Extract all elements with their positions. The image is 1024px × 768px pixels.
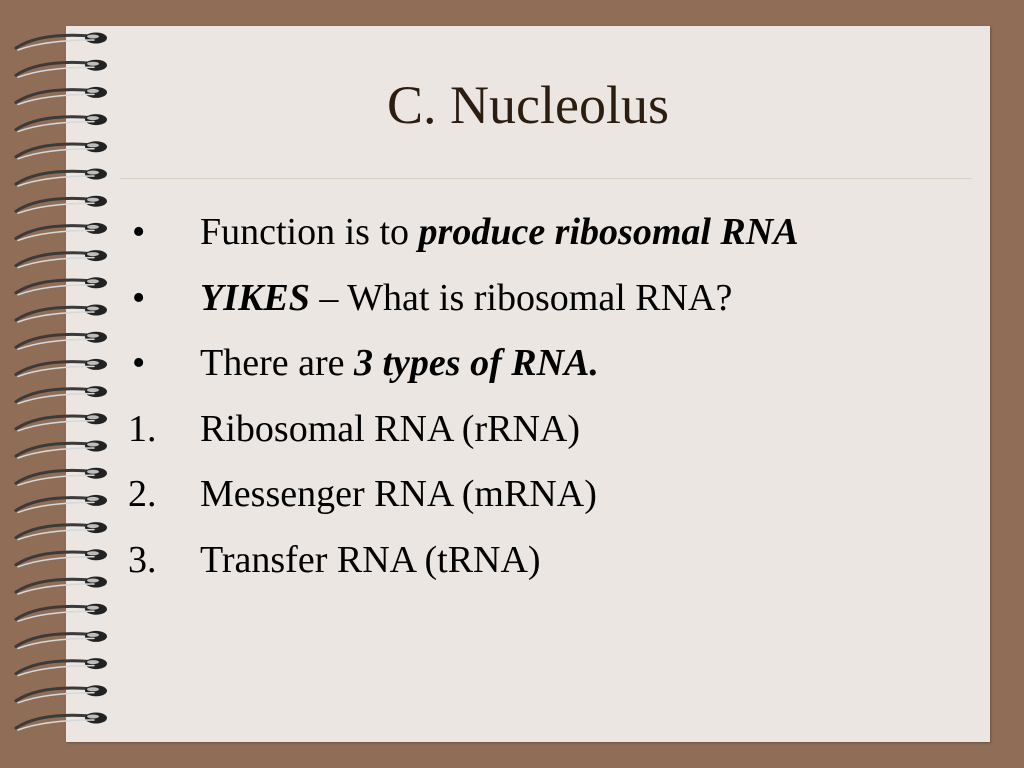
- list-item: [128, 337, 968, 403]
- list-item-text: [200, 206, 799, 258]
- binding-ring: [16, 277, 107, 295]
- binding-ring: [16, 359, 107, 377]
- binding-ring: [16, 522, 107, 540]
- binding-ring: [16, 495, 107, 513]
- text-run: – What is ribosomal RNA?: [309, 276, 733, 319]
- list-item-text: [200, 534, 541, 586]
- binding-ring: [16, 305, 107, 323]
- binding-ring: [16, 33, 107, 51]
- number-marker: 1.: [128, 407, 157, 450]
- binding-ring: [16, 332, 107, 350]
- binding-ring: [16, 223, 107, 241]
- list-item: [128, 468, 968, 534]
- list-item-text: [200, 337, 599, 389]
- binding-ring: [16, 549, 107, 567]
- binding-ring: [16, 413, 107, 431]
- binding-ring: [16, 250, 107, 268]
- bullet-list: [128, 206, 968, 599]
- binding-ring: [16, 468, 107, 486]
- bullet-marker: •: [132, 342, 146, 384]
- text-run: Messenger RNA (mRNA): [200, 473, 597, 515]
- list-item: [128, 534, 968, 600]
- binding-ring: [16, 196, 107, 214]
- binding-ring: [16, 713, 107, 731]
- list-item-text: [200, 468, 597, 520]
- list-item: [128, 403, 968, 469]
- emphasis-text: YIKES: [200, 276, 310, 319]
- binding-ring: [16, 169, 107, 187]
- binding-ring: [16, 386, 107, 404]
- text-run: There are: [200, 342, 354, 384]
- binding-ring: [16, 60, 107, 77]
- list-item-text: [200, 272, 732, 324]
- text-run: Ribosomal RNA (rRNA): [200, 407, 580, 450]
- emphasis-text: produce ribosomal RNA: [418, 211, 799, 253]
- number-marker: 2.: [128, 473, 157, 515]
- title-divider: [120, 178, 972, 179]
- bullet-marker: •: [132, 276, 146, 319]
- binding-ring: [16, 577, 107, 595]
- binding-ring: [16, 685, 107, 703]
- bullet-marker: •: [132, 211, 146, 253]
- binding-ring: [16, 658, 107, 676]
- number-marker: 3.: [128, 538, 157, 581]
- binding-ring: [16, 441, 107, 459]
- list-item: [128, 206, 968, 272]
- text-run: Transfer RNA (tRNA): [200, 538, 541, 581]
- emphasis-text: 3 types of RNA.: [354, 342, 599, 384]
- binding-ring: [16, 604, 107, 622]
- list-item-text: [200, 403, 580, 455]
- slide-title: C. Nucleolus: [387, 75, 669, 135]
- binding-ring: [16, 631, 107, 649]
- text-run: Function is to: [200, 211, 419, 253]
- list-item: [128, 272, 968, 338]
- binding-ring: [16, 141, 107, 159]
